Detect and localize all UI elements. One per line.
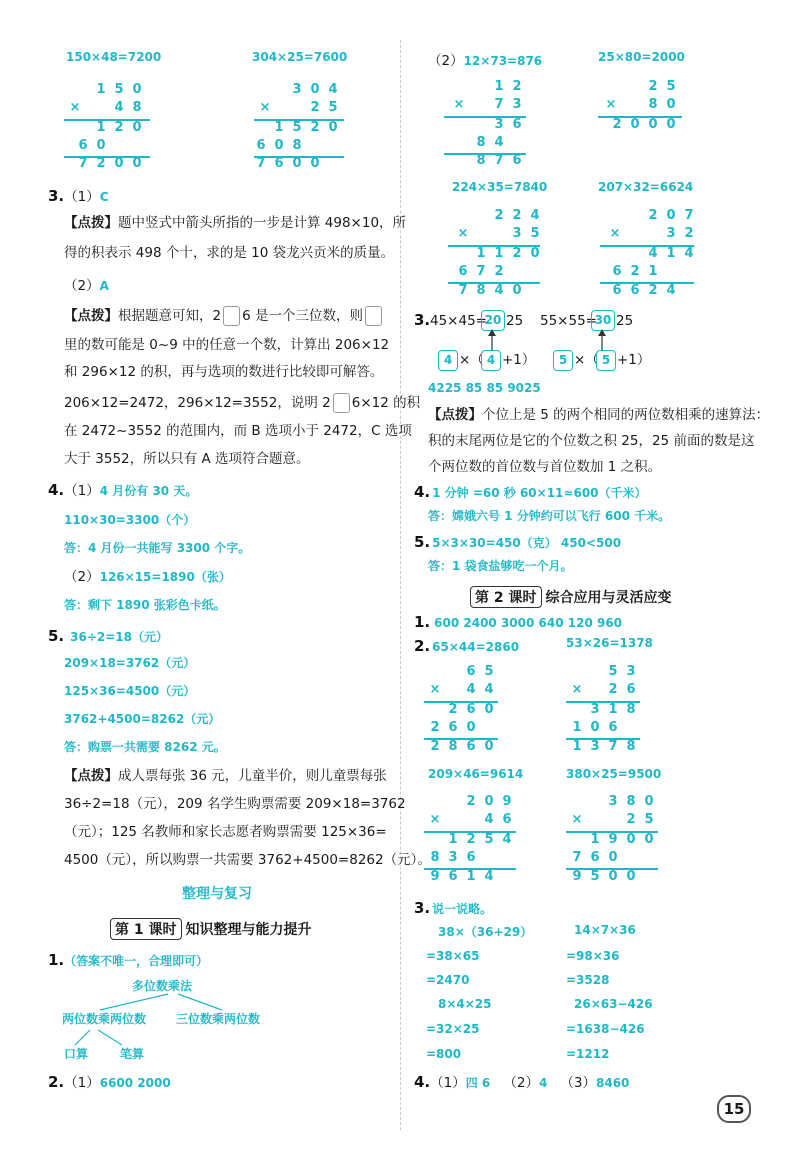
right-tip-line2: 积的末尾两位是它的个位数之积 25，25 前面的数是这	[428, 433, 755, 449]
right-q3-num: 3.	[414, 311, 431, 329]
lesson2-q2: 2. 65×44=2860	[414, 637, 520, 655]
tree-root: 多位数乘法	[132, 979, 193, 993]
tree-leaf-mental: 口算	[64, 1047, 89, 1061]
calc-25x80: 25×80=2000	[598, 50, 685, 64]
s3-c-line2: =32×25	[426, 1022, 480, 1036]
right-q2: （2）12×73=876	[428, 53, 543, 69]
tip-3-2-line5: 在 2472~3552 的范围内，而 B 选项小于 2472，C 选项	[64, 423, 412, 439]
s3-b-line1: 14×7×36	[574, 923, 636, 937]
right-q5-final: 答：1 袋食盐够吃一个月。	[428, 559, 573, 573]
answer-box: 5	[553, 350, 573, 371]
review-question-1: 1.（答案不唯一，合理即可）	[48, 951, 209, 969]
right-q4-final: 答：嫦娥六号 1 分钟约可以飞行 600 千米。	[428, 509, 671, 523]
column-divider	[400, 40, 401, 1130]
lesson2-q1: 1. 600 2400 3000 640 120 960	[414, 613, 623, 631]
s3-b-line3: =3528	[566, 973, 610, 987]
page-number: 15	[717, 1095, 751, 1123]
answer-5-final: 答：购票一共需要 8262 元。	[64, 740, 226, 754]
review-title: 整理与复习	[182, 886, 252, 902]
tip-5-line3: （元）；125 名教师和家长志愿者购票需要 125×36=	[64, 824, 387, 840]
review-question-2: 2.（1）6600 2000	[48, 1073, 171, 1091]
right-q3-eq2: 55×55=	[540, 313, 597, 329]
tip-3-1-line2: 得的积表示 498 个十，求的是 10 袋龙兴贡米的质量。	[64, 245, 395, 261]
blank-box	[223, 306, 240, 326]
tree-node-right: 三位数乘两位数	[176, 1012, 261, 1026]
question-3: 3.（1）C	[48, 187, 109, 205]
s3-b-line2: =98×36	[566, 949, 620, 963]
right-q3-tail1: 25	[506, 313, 524, 329]
right-q3-eq1: 45×45=	[430, 313, 487, 329]
answer-box: 30	[591, 310, 615, 331]
s3-d-line2: =1638−426	[566, 1022, 645, 1036]
calc-304x25: 304×25=7600	[252, 50, 348, 64]
answer-box: 4	[438, 350, 458, 371]
times-sign: ×（	[574, 352, 599, 368]
right-q3-tail2: 25	[616, 313, 634, 329]
lesson-1-heading: 第 1 课时 知识整理与能力提升	[110, 918, 312, 940]
calc-207x32: 207×32=6624	[598, 180, 694, 194]
answer-box: 5	[596, 350, 616, 371]
answer-box: 20	[481, 310, 505, 331]
tip-5-line1: 【点拨】成人票每张 36 元，儿童半价，则儿童票每张	[64, 768, 387, 784]
right-tip-line1: 【点拨】个位上是 5 的两个相同的两位数相乘的速算法：	[428, 407, 770, 423]
blank-box	[365, 306, 382, 326]
question-4-2: （2）126×15=1890（张）	[64, 569, 231, 585]
question-4: 4.（1）4 月份有 30 天。	[48, 481, 198, 499]
calc-209x46: 209×46=9614	[428, 767, 524, 781]
s3-c-line1: 8×4×25	[438, 997, 492, 1011]
tree-leaf-written: 笔算	[120, 1047, 145, 1061]
question-5: 5. 36÷2=18（元）	[48, 627, 168, 645]
tip-3-2-line2: 里的数可能是 0~9 中的任意一个数，计算出 206×12	[64, 337, 390, 353]
right-tip-line3: 个两位数的首位数与首位数加 1 之积。	[428, 459, 662, 475]
s3-a-line1: 38×（36+29）	[438, 925, 533, 939]
calc-224x35: 224×35=7840	[452, 180, 548, 194]
s3-c-line3: =800	[426, 1047, 462, 1061]
answer-box: 4	[481, 350, 501, 371]
tip-3-2-line3: 和 296×12 的积，再与选项的数进行比较即可解答。	[64, 364, 384, 380]
answer-4-1-final: 答：4 月份一共能写 3300 个字。	[64, 541, 251, 555]
lesson2-q4: 4.（1）四 6 （2）4 （3）8460	[414, 1073, 630, 1091]
lesson-2-heading: 第 2 课时 综合应用与灵活应变	[470, 586, 672, 608]
lesson2-q3: 3. 说一说略。	[414, 899, 493, 917]
s3-d-line3: =1212	[566, 1047, 610, 1061]
calc-380x25: 380×25=9500	[566, 767, 662, 781]
plus-one: +1）	[502, 352, 536, 368]
plus-one: +1）	[617, 352, 651, 368]
calc-150x48: 150×48=7200	[66, 50, 162, 64]
tip-5-line2: 36÷2=18（元），209 名学生购票需要 209×18=3762	[64, 796, 406, 812]
tip-3-2-line4: 206×12=2472，296×12=3552，说明 2 6×12 的积	[64, 395, 421, 411]
answer-5-line4: 3762+4500=8262（元）	[64, 712, 221, 726]
right-q5: 5. 5×3×30=450（克） 450<500	[414, 533, 622, 551]
blank-box	[333, 393, 350, 413]
question-3-2: （2）A	[64, 278, 109, 294]
answer-4-1-calc: 110×30=3300（个）	[64, 513, 196, 527]
tree-node-left: 两位数乘两位数	[62, 1012, 147, 1026]
calc-53x26: 53×26=1378	[566, 636, 653, 650]
s3-d-line1: 26×63−426	[574, 997, 653, 1011]
right-q4: 4. 1 分钟 =60 秒 60×11≈600（千米）	[414, 483, 647, 501]
answer-5-line3: 125×36=4500（元）	[64, 684, 196, 698]
answer-4-2-final: 答：剩下 1890 张彩色卡纸。	[64, 598, 226, 612]
s3-a-line2: =38×65	[426, 949, 480, 963]
s3-a-line3: =2470	[426, 973, 470, 987]
tip-3-1-line1: 【点拨】题中竖式中箭头所指的一步是计算 498×10，所	[64, 215, 407, 231]
tip-3-2-line1: 【点拨】根据题意可知，2 6 是一个三位数，则	[64, 306, 384, 326]
times-sign: ×（	[459, 352, 484, 368]
answer-5-line2: 209×18=3762（元）	[64, 656, 196, 670]
tip-5-line4: 4500（元），所以购票一共需要 3762+4500=8262（元）。	[64, 852, 431, 868]
right-q3-answers: 4225 85 85 9025	[428, 381, 541, 395]
tip-3-2-line6: 大于 3552，所以只有 A 选项符合题意。	[64, 451, 310, 467]
